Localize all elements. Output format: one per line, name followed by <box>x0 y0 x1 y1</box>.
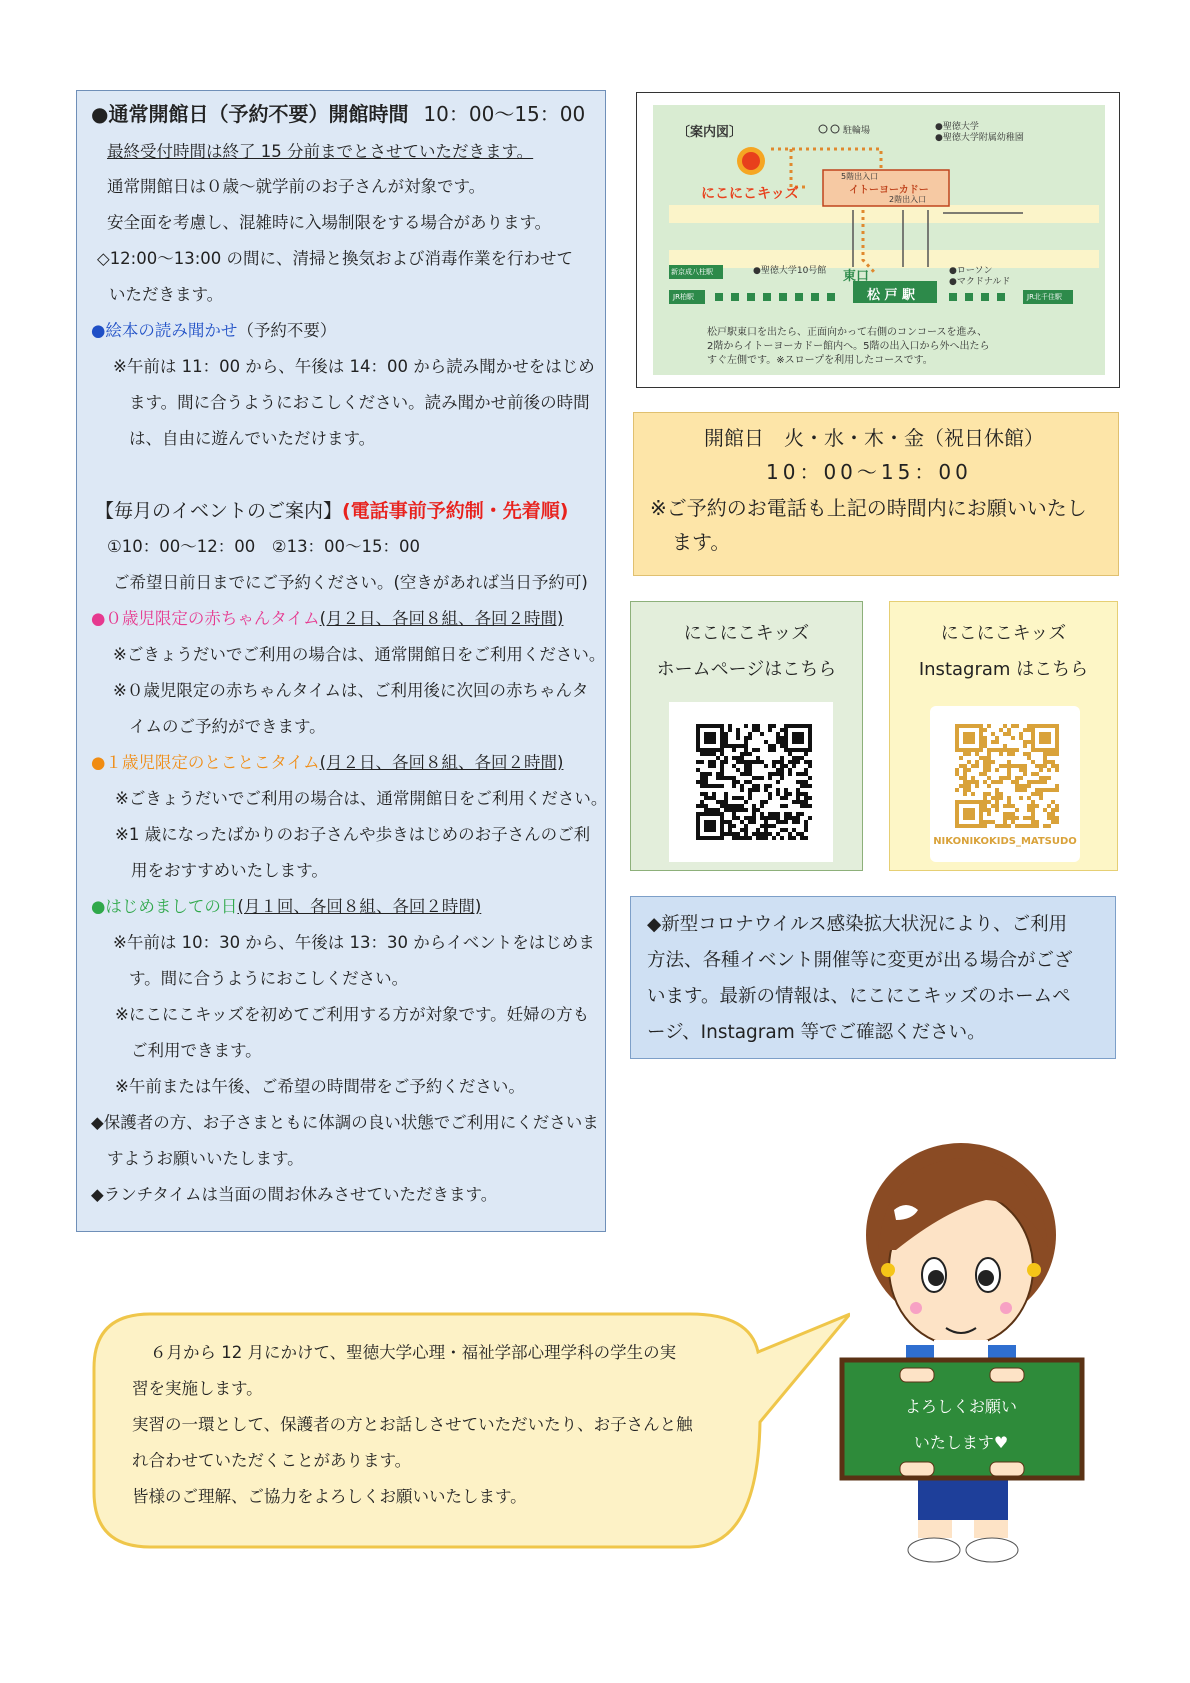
info-panel <box>76 90 606 1232</box>
toko-time-heading: ●１歳児限定のとことこタイム(月２日、各回８組、各回２時間) <box>91 753 564 772</box>
bubble-line-2: 習を実施します。 <box>132 1379 263 1398</box>
hajime-line-1: ※午前は 10：30 から、午後は 13：30 からイベントをはじめま <box>113 933 595 952</box>
map-shinkeisei-label: 新京成八柱駅 <box>671 268 713 276</box>
instagram-qr-line-2: Instagram はこちら <box>918 659 1089 680</box>
baby-time-heading: ●０歳児限定の赤ちゃんタイム(月２日、各回８組、各回２時間) <box>91 609 564 628</box>
cleaning-note-2: いただきます。 <box>109 285 224 304</box>
toko-time-line-2: ※1 歳になったばかりのお子さんや歩きはじめのお子さんのご利 <box>115 825 591 844</box>
toko-time-line-3: 用をおすすめいたします。 <box>131 861 328 880</box>
map-title: 〔案内図〕 <box>677 125 743 140</box>
map-desc-2: 2階からイトーヨーカドー館内へ。5階の出入口から外へ出たら <box>707 341 990 352</box>
health-line-2: すようお願いいたします。 <box>107 1149 304 1168</box>
event-times: ①10：00～12：00 ②13：00～15：00 <box>107 537 421 556</box>
regular-opening-title: ●通常開館日（予約不要）開館時間 10：00～15：00 <box>91 102 586 126</box>
map-desc-3: すぐ左側です。※スロープを利用したコースです。 <box>707 355 933 366</box>
instagram-qr-panel <box>889 601 1118 871</box>
event-heading: 【毎月のイベントのご案内】(電話事前予約制・先着順) <box>95 500 569 522</box>
opening-hours-box <box>633 412 1119 576</box>
map-lawson-label: ●ローソン <box>949 266 993 276</box>
board-line-1: よろしくお願い <box>904 1397 1017 1416</box>
last-entry-note: 最終受付時間は終了 15 分前までとさせていただきます。 <box>107 142 534 161</box>
bubble-line-3: 実習の一環として、保護者の方とお話しさせていただいたり、お子さんと触 <box>132 1415 693 1434</box>
instagram-qr-line-1: にこにこキッズ <box>940 623 1067 644</box>
board-line-2: いたします♥ <box>913 1433 1009 1452</box>
map-east-exit: 東口 <box>843 269 870 284</box>
bubble-line-1: ６月から 12 月にかけて、聖徳大学心理・福祉学部心理学科の学生の実 <box>150 1343 677 1362</box>
notice-line-4: ージ、Instagram 等でご確認ください。 <box>647 1022 986 1043</box>
lunch-note: ◆ランチタイムは当面の間お休みさせていただきます。 <box>91 1185 498 1204</box>
hajime-heading: ●はじめましての日(月１回、各回８組、各回２時間) <box>91 897 482 916</box>
reading-line-2: ます。間に合うようにおこしください。読み聞かせ前後の時間 <box>129 393 590 412</box>
baby-time-line-2: ※０歳児限定の赤ちゃんタイムは、ご利用後に次回の赤ちゃんタ <box>113 681 589 700</box>
homepage-qr-line-1: にこにこキッズ <box>683 623 810 644</box>
event-booking: ご希望日前日までにご予約ください。(空きがあれば当日予約可) <box>113 573 588 592</box>
safety-note: 安全面を考慮し、混雑時に入場制限をする場合があります。 <box>107 213 552 232</box>
target-note: 通常開館日は０歳～就学前のお子さんが対象です。 <box>107 177 486 196</box>
instagram-handle: NIKONIKOKIDS_MATSUDO <box>933 836 1077 847</box>
hours-note-2: ます。 <box>672 530 731 554</box>
baby-time-line-1: ※ごきょうだいでご利用の場合は、通常開館日をご利用ください。 <box>113 645 606 664</box>
map-kids-logo: にこにこキッズ <box>701 186 799 202</box>
hajime-line-4: ご利用できます。 <box>131 1041 262 1060</box>
hajime-line-5: ※午前または午後、ご希望の時間帯をご予約ください。 <box>115 1077 525 1096</box>
map-entrance-5f: 5階出入口 <box>841 172 879 181</box>
map-jrkashiwa-label: JR柏駅 <box>673 293 694 301</box>
access-map <box>636 92 1120 388</box>
map-desc-1: 松戸駅東口を出たら、正面向かって右側のコンコースを進み、 <box>707 327 988 338</box>
map-kinder-label: ●聖徳大学附属幼稚園 <box>935 133 1024 143</box>
health-line-1: ◆保護者の方、お子さまともに体調の良い状態でご利用にくださいま <box>91 1113 599 1132</box>
notice-line-2: 方法、各種イベント開催等に変更が出る場合がござ <box>647 950 1073 971</box>
map-univ10-label: ●聖徳大学10号館 <box>753 266 827 276</box>
map-station-label: 松 戸 駅 <box>867 288 916 303</box>
character-illustration <box>836 1140 1096 1580</box>
homepage-qr-line-2: ホームページはこちら <box>656 659 837 680</box>
opening-days: 開館日 火・水・木・金（祝日休館） <box>704 426 1044 450</box>
baby-time-line-3: イムのご予約ができます。 <box>129 717 326 736</box>
opening-time: 10：00～15：00 <box>766 460 972 484</box>
map-image <box>653 105 1105 375</box>
map-ito-label: イトーヨーカドー <box>849 185 929 196</box>
cleaning-note-1: ◇12:00～13:00 の間に、清掃と換気および消毒作業を行わせて <box>97 249 574 268</box>
map-bike-label: 駐輪場 <box>843 126 871 136</box>
bubble-line-4: れ合わせていただくことがあります。 <box>132 1451 412 1470</box>
hajime-line-3: ※にこにこキッズを初めてご利用する方が対象です。妊婦の方も <box>115 1005 590 1024</box>
map-entrance-2f: 2階出入口 <box>889 195 927 204</box>
instagram-qr-code[interactable] <box>930 706 1080 862</box>
notice-line-1: ◆新型コロナウイルス感染拡大状況により、ご利用 <box>647 914 1068 935</box>
reading-line-1: ※午前は 11：00 から、午後は 14：00 から読み聞かせをはじめ <box>113 357 595 376</box>
reading-heading: ●絵本の読み聞かせ（予約不要） <box>91 321 337 340</box>
homepage-qr-code[interactable] <box>669 702 833 862</box>
bubble-line-5: 皆様のご理解、ご協力をよろしくお願いいたします。 <box>132 1487 527 1506</box>
reading-line-3: は、自由に遊んでいただけます。 <box>129 429 376 448</box>
hours-note-1: ※ご予約のお電話も上記の時間内にお願いいたし <box>650 496 1087 520</box>
notice-line-3: います。最新の情報は、にこにこキッズのホームペ <box>647 986 1071 1007</box>
map-univ-label: ●聖徳大学 <box>935 122 979 132</box>
homepage-qr-panel <box>630 601 863 871</box>
map-mcd-label: ●マクドナルド <box>949 277 1011 287</box>
hajime-line-2: す。間に合うようにおこしください。 <box>129 969 409 988</box>
toko-time-line-1: ※ごきょうだいでご利用の場合は、通常開館日をご利用ください。 <box>115 789 608 808</box>
covid-notice <box>630 896 1116 1059</box>
map-jrkitasenju-label: JR北千住駅 <box>1027 293 1062 301</box>
